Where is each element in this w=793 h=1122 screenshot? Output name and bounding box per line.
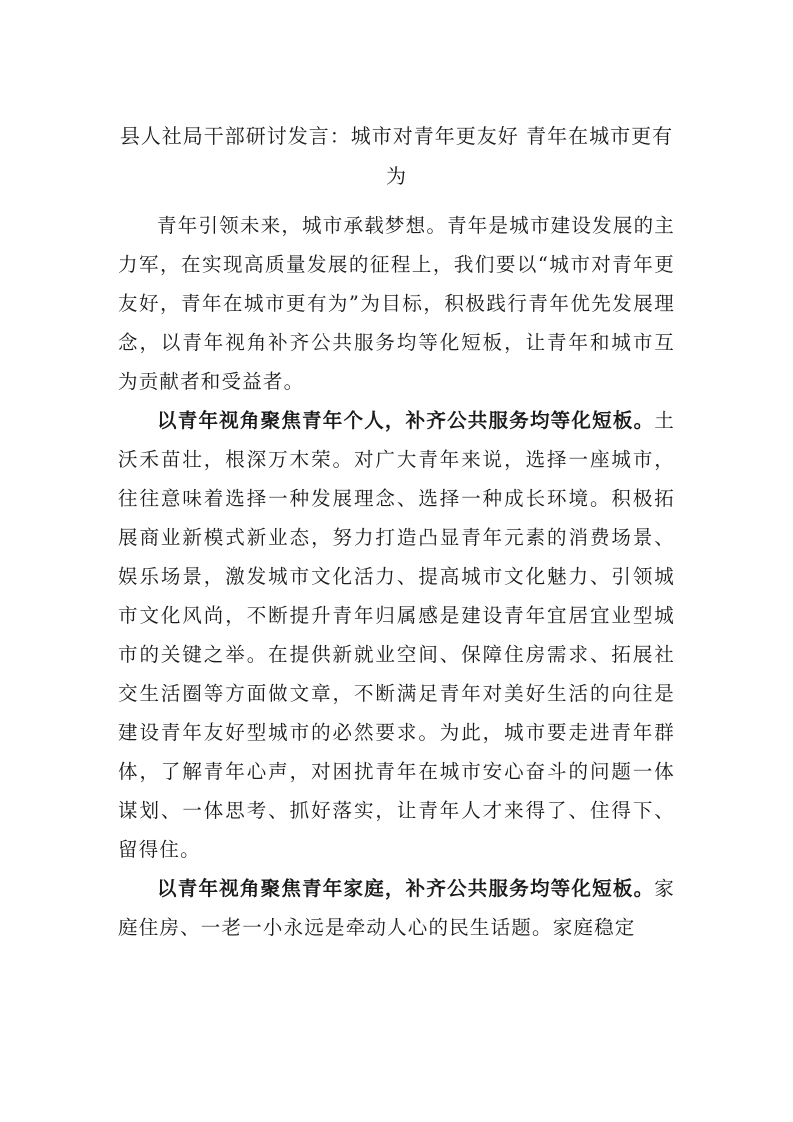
paragraph-youth-family-heading: 以青年视角聚焦青年家庭，补齐公共服务均等化短板。 (157, 877, 655, 900)
paragraph-youth-individual-heading: 以青年视角聚焦青年个人，补齐公共服务均等化短板。 (157, 409, 655, 432)
paragraph-youth-family-text: 家庭住房、一老一小永远是牵动人心的民生话题。家庭稳定 (118, 877, 675, 939)
document-title: 县人社局干部研讨发言：城市对青年更友好 青年在城市更有为 (119, 124, 674, 188)
paragraph-youth-individual-text: 土沃禾苗壮，根深万木荣。对广大青年来说，选择一座城市，往往意味着选择一种发展理念、选择一种成长环境。积极拓展商业新模式新业态，努力打造凸显青年元素的消费场景、娱乐场景，激发城市文化活力、提高城市文化魅力、引领城市文化风尚，不断提升青年归属感是建设青年宜居宜业型城市的关键之举。在提供新就业空间、保障住房需求、拓展社交生活圈等方面做文章，不断满足青年对美好生活的向往是建设青年友好型城市的必然要求。为此，城市要走进青年群体，了解青年心声，对困扰青年在城市安心奋斗的问题一体谋划、一体思考、抓好落实，让青年人才来得了、住得下、留得住。 (118, 409, 675, 861)
paragraph-intro (118, 206, 675, 401)
paragraph-youth-individual (118, 401, 675, 869)
paragraph-intro-text: 青年引领未来，城市承载梦想。青年是城市建设发展的主力军，在实现高质量发展的征程上，我们要以“城市对青年更友好，青年在城市更有为”为目标，积极践行青年优先发展理念，以青年视角补齐公共服务均等化短板，让青年和城市互为贡献者和受益者。 (118, 214, 675, 393)
paragraph-youth-family (118, 869, 675, 947)
